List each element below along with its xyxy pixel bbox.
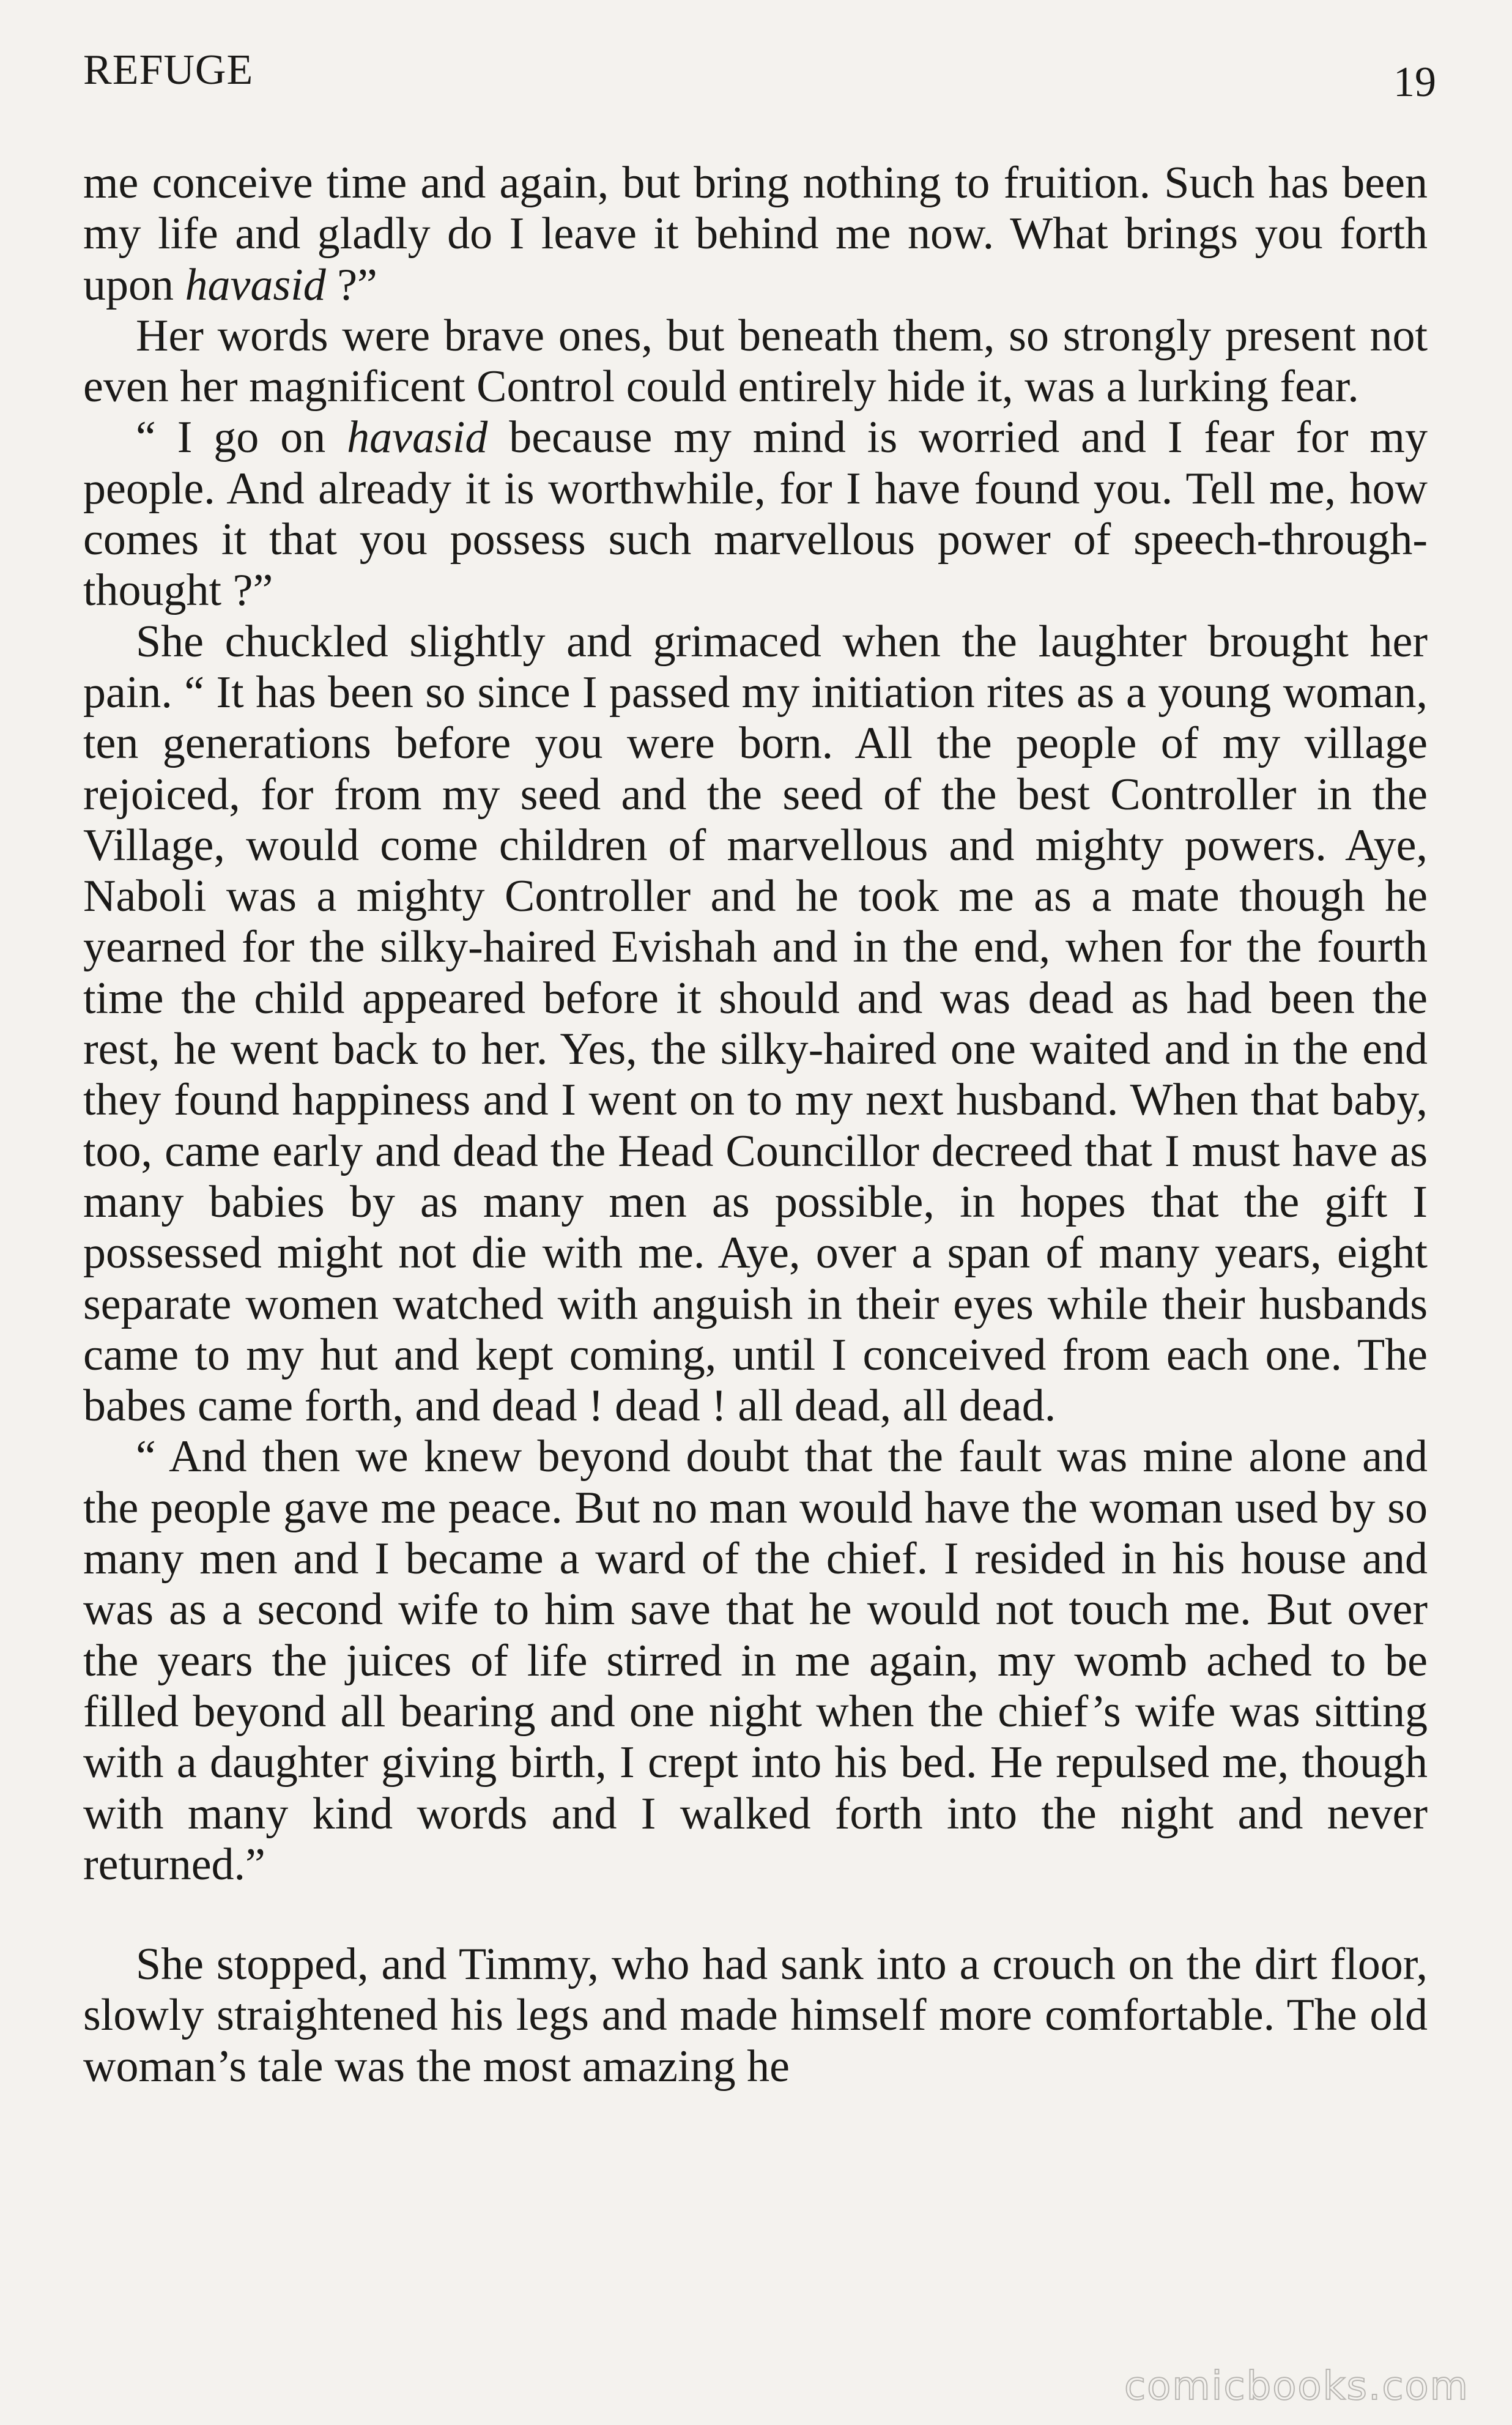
paragraph-4: She chuckled slightly and grimaced when the laughter brought her pain. “ It has been so since I passed my initiation rites as a young woman, ten generations before you were born. All the people of my village rejoiced, for from my seed and the seed of the best Controller in the Village, would come children of marvellous and mighty powers. Aye, Naboli was a mighty Controller and he took me as a mate though he yearned for the silky-haired Evishah and in the end, when for the fourth time the child appeared before it should and was dead as had been the rest, he went back to her. Yes, the silky-haired one waited and in the end they found happiness and I went on to my next husband. When that baby, too, came early and dead the Head Councillor decreed that I must have as many babies by as many men as possible, in hopes that the gift I possessed might not die with me. Aye, over a span of many years, eight separate women watched with anguish in their eyes while their husbands came to my hut and kept coming, until I conceived from each one. The babes came forth, and dead ! dead ! all dead, all dead.	[83, 616, 1428, 1432]
paragraph-2: Her words were brave ones, but beneath them, so strongly present not even her magnificent Control could entirely hide it, was a lurking fear.	[83, 310, 1428, 412]
paragraph-1: me conceive time and again, but bring nothing to fruition. Such has been my life and gladly do I leave it behind me now. What brings you forth upon havasid ?”	[83, 158, 1428, 310]
watermark: comicbooks.com	[1124, 2364, 1469, 2409]
paragraph-3: “ I go on havasid because my mind is worried and I fear for my people. And already it is worthwhile, for I have found you. Tell me, how comes it that you possess such marvellous power of speech-through-thought ?”	[83, 412, 1428, 616]
paragraph-6: She stopped, and Timmy, who had sank into a crouch on the dirt floor, slowly straightened his legs and made himself more comfortable. The old woman’s tale was the most amazing he	[83, 1939, 1428, 2092]
running-head: REFUGE	[83, 46, 254, 94]
body-text	[83, 158, 1428, 2092]
paragraph-5: “ And then we knew beyond doubt that the fault was mine alone and the people gave me peace. But no man would have the woman used by so many men and I became a ward of the chief. I resided in his house and was as a second wife to him save that he would not touch me. But over the years the juices of life stirred in me again, my womb ached to be filled beyond all bearing and one night when the chief’s wife was sitting with a daughter giving birth, I crept into his bed. He repulsed me, though with many kind words and I walked forth into the night and never returned.”	[83, 1432, 1428, 1890]
page-number: 19	[1393, 59, 1436, 106]
